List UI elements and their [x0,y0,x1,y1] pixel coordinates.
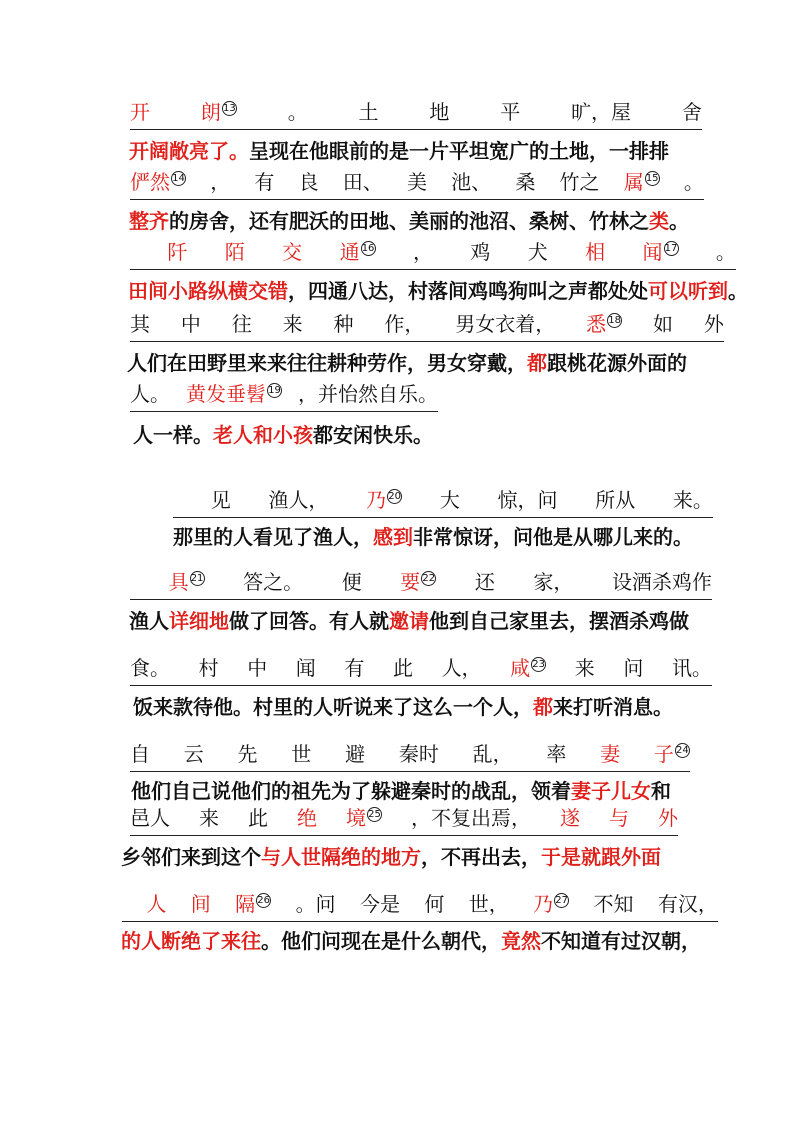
text-segment: ， [210,170,231,194]
highlighted-word: 乃 27 [533,892,568,916]
text-segment: 往 [231,312,252,336]
highlighted-word: 都 [533,695,553,719]
highlighted-word: 开 [130,100,150,124]
text-segment: 便 [341,570,362,594]
text-segment: 男女衣着， [455,312,556,336]
text-segment: 外 [703,312,724,336]
classical-text-line [130,656,712,686]
text-segment: 讯。 [671,656,712,680]
text-segment: 来。 [672,488,713,512]
highlighted-word: 通 16 [339,240,375,264]
text-segment: 种 [333,312,354,336]
highlighted-word: 开阔敞亮了。 [129,139,249,163]
text-segment: 来 [199,806,219,830]
highlighted-word: 相 [585,240,606,264]
footnote-marker: 18 [608,315,621,327]
translation-line [173,520,713,554]
text-segment: 大 [439,488,460,512]
text-segment: 。 [715,240,736,264]
text-segment: 。 [669,209,689,233]
text-segment: 有汉， [657,892,718,916]
text-segment: 。 [287,100,308,124]
highlighted-word: 俨然 14 [130,170,185,194]
text-segment: 都安闲快乐。 [313,423,433,447]
classical-text-line [130,382,438,412]
footnote-marker: 16 [361,243,375,255]
text-segment: 人。 [130,382,170,406]
highlighted-word: 可以听到 [648,279,728,303]
text-segment: 。他们问现在是什么朝代， [261,929,501,953]
footnote-marker: 15 [645,173,659,185]
text-segment: 见 [210,488,231,512]
text-segment: 那里的人看见了渔人， [173,525,373,549]
text-segment: 平 [500,100,521,124]
text-segment: 设酒杀鸡作 [611,570,712,594]
highlighted-word: 阡 [167,240,188,264]
highlighted-word: 境 25 [346,806,381,830]
text-segment: 来 [574,656,595,680]
translation-line [129,134,704,168]
highlighted-word: 与人世隔绝的地方 [261,845,421,869]
highlighted-word: 妻 [600,742,621,766]
highlighted-word: 咸 23 [510,656,546,680]
text-segment: 他们自己说他们的祖先为了躲避秦时的战乱，领着 [131,779,571,803]
text-segment: ，并怡然自乐。 [298,382,438,406]
highlighted-word: 要 22 [400,570,436,594]
footnote-marker: 27 [555,895,568,907]
text-segment: 云 [183,742,204,766]
text-segment: 他到自己家里去，摆酒杀鸡做 [429,609,689,633]
footnote-marker: 25 [368,809,381,821]
highlighted-word: 朗 13 [200,100,236,124]
text-segment: 呈现在他眼前的是一片平坦宽广的土地，一排排 [249,139,669,163]
highlighted-word: 邀请 [389,609,429,633]
text-segment: 池、 [451,170,492,194]
highlighted-word: 感到 [373,525,413,549]
text-segment: 和 [651,779,671,803]
highlighted-word: 详细地 [169,609,229,633]
text-segment: 中 [247,656,268,680]
text-segment: 良 [298,170,319,194]
text-segment: 。问 [295,892,336,916]
text-segment: 的房舍，还有肥沃的田地、美丽的池沼、桑树、竹林之 [169,209,649,233]
text-segment: 今是 [359,892,400,916]
text-segment: ，四通八达，村落间鸡鸣狗叫之声都处处 [288,279,648,303]
highlighted-word: 交 [282,240,303,264]
classical-text-line [130,806,678,836]
highlighted-word: 整齐 [129,209,169,233]
text-segment: 田、 [342,170,383,194]
text-segment: 中 [180,312,201,336]
text-segment: 如 [653,312,673,336]
text-segment: 犬 [527,240,548,264]
footnote-marker: 21 [190,573,204,585]
highlighted-word: 的人断绝了来往 [121,929,261,953]
footnote-marker: 19 [268,385,281,397]
translation-line [133,690,703,724]
footnote-marker: 17 [664,243,678,255]
text-segment: 问 [623,656,644,680]
text-segment: 土 [358,100,379,124]
classical-text-line [122,892,718,922]
translation-line [127,346,727,380]
text-segment: 世， [468,892,509,916]
classical-text-line [130,312,724,342]
highlighted-word: 外 [658,806,678,830]
text-segment: 人们在田野里来来往往耕种劳作，男女穿戴， [127,351,527,375]
text-segment: 来打听消息。 [553,695,673,719]
text-segment: 。 [683,170,704,194]
highlighted-word: 与 [609,806,629,830]
text-segment: 人， [441,656,482,680]
highlighted-word: 老人和小孩 [213,423,313,447]
footnote-marker: 26 [257,895,271,907]
text-segment: 渔人 [129,609,169,633]
footnote-marker: 24 [676,745,689,757]
text-segment: ，不复出焉， [411,806,531,830]
text-segment: 何 [424,892,445,916]
text-segment: 鸡 [470,240,491,264]
classical-text-line [130,742,690,772]
text-segment: 先 [237,742,258,766]
text-segment: 人一样。 [133,423,213,447]
text-segment: 家， [533,570,574,594]
highlighted-word: 黄发垂髫 19 [186,382,281,406]
text-segment: 。 [728,279,748,303]
text-segment: 有 [344,656,365,680]
text-segment: 避 [345,742,366,766]
text-segment: 世 [291,742,312,766]
text-segment: 村 [198,656,219,680]
text-segment: 来 [282,312,303,336]
translation-line [133,418,433,452]
translation-line [121,840,691,874]
text-segment: 非常惊讶，问他是从哪儿来的。 [413,525,693,549]
classical-text-line [173,488,713,518]
highlighted-word: 间 [190,892,211,916]
text-segment: 有 [254,170,275,194]
footnote-marker: 20 [388,491,401,503]
highlighted-word: 遂 [560,806,580,830]
highlighted-word: 隔 26 [235,892,271,916]
text-segment: 还 [474,570,495,594]
classical-text-line [130,240,736,270]
highlighted-word: 属 15 [623,170,659,194]
classical-text-line [130,170,704,200]
text-segment: 乡邻们来到这个 [121,845,261,869]
footnote-marker: 22 [422,573,436,585]
text-segment: 其 [130,312,150,336]
text-segment: 此 [248,806,268,830]
text-segment: 惊，问 [497,488,558,512]
translation-line [121,924,711,958]
text-segment: ， [412,240,433,264]
text-segment: ，不再出去， [421,845,541,869]
text-segment: 跟桃花源外面的 [547,351,687,375]
highlighted-word: 子 24 [653,742,689,766]
translation-line [128,274,748,308]
text-segment: 邑人 [130,806,170,830]
text-segment: 竹之 [559,170,600,194]
text-segment: 秦时 [398,742,439,766]
translation-line [129,604,715,638]
text-segment: 饭来款待他。村里的人听说来了这么一个人， [133,695,533,719]
translation-line [129,204,719,238]
highlighted-word: 妻子儿女 [571,779,651,803]
text-segment: 此 [392,656,413,680]
highlighted-word: 陌 [224,240,245,264]
text-segment: 美 [406,170,427,194]
highlighted-word: 具 21 [168,570,204,594]
text-segment: 桑 [515,170,536,194]
highlighted-word: 田间小路纵横交错 [128,279,288,303]
text-segment: 所从 [595,488,636,512]
highlighted-word: 绝 [297,806,317,830]
text-segment: 舍 [681,100,702,124]
highlighted-word: 人 [146,892,167,916]
text-segment: 食。 [130,656,170,680]
text-segment: 不知 [593,892,634,916]
highlighted-word: 悉 18 [586,312,621,336]
classical-text-line [130,570,712,600]
footnote-marker: 14 [172,173,185,185]
highlighted-word: 竟然 [501,929,541,953]
text-segment: 率 [546,742,567,766]
highlighted-word: 于是就跟外面 [541,845,661,869]
text-segment: 旷，屋 [571,100,632,124]
text-segment: 做了回答。有人就 [229,609,389,633]
highlighted-word: 类 [649,209,669,233]
text-segment: 闻 [295,656,316,680]
text-segment: 不知道有过汉朝， [541,929,701,953]
highlighted-word: 乃 20 [366,488,401,512]
footnote-marker: 13 [222,103,236,115]
text-segment: 自 [130,742,150,766]
text-segment: 答之。 [243,570,304,594]
text-segment: 乱， [472,742,513,766]
classical-text-line [130,100,702,130]
footnote-marker: 23 [532,659,546,671]
text-segment: 作， [384,312,425,336]
highlighted-word: 都 [527,351,547,375]
text-segment: 地 [429,100,450,124]
highlighted-word: 闻 17 [642,240,678,264]
text-segment: 渔人， [268,488,329,512]
